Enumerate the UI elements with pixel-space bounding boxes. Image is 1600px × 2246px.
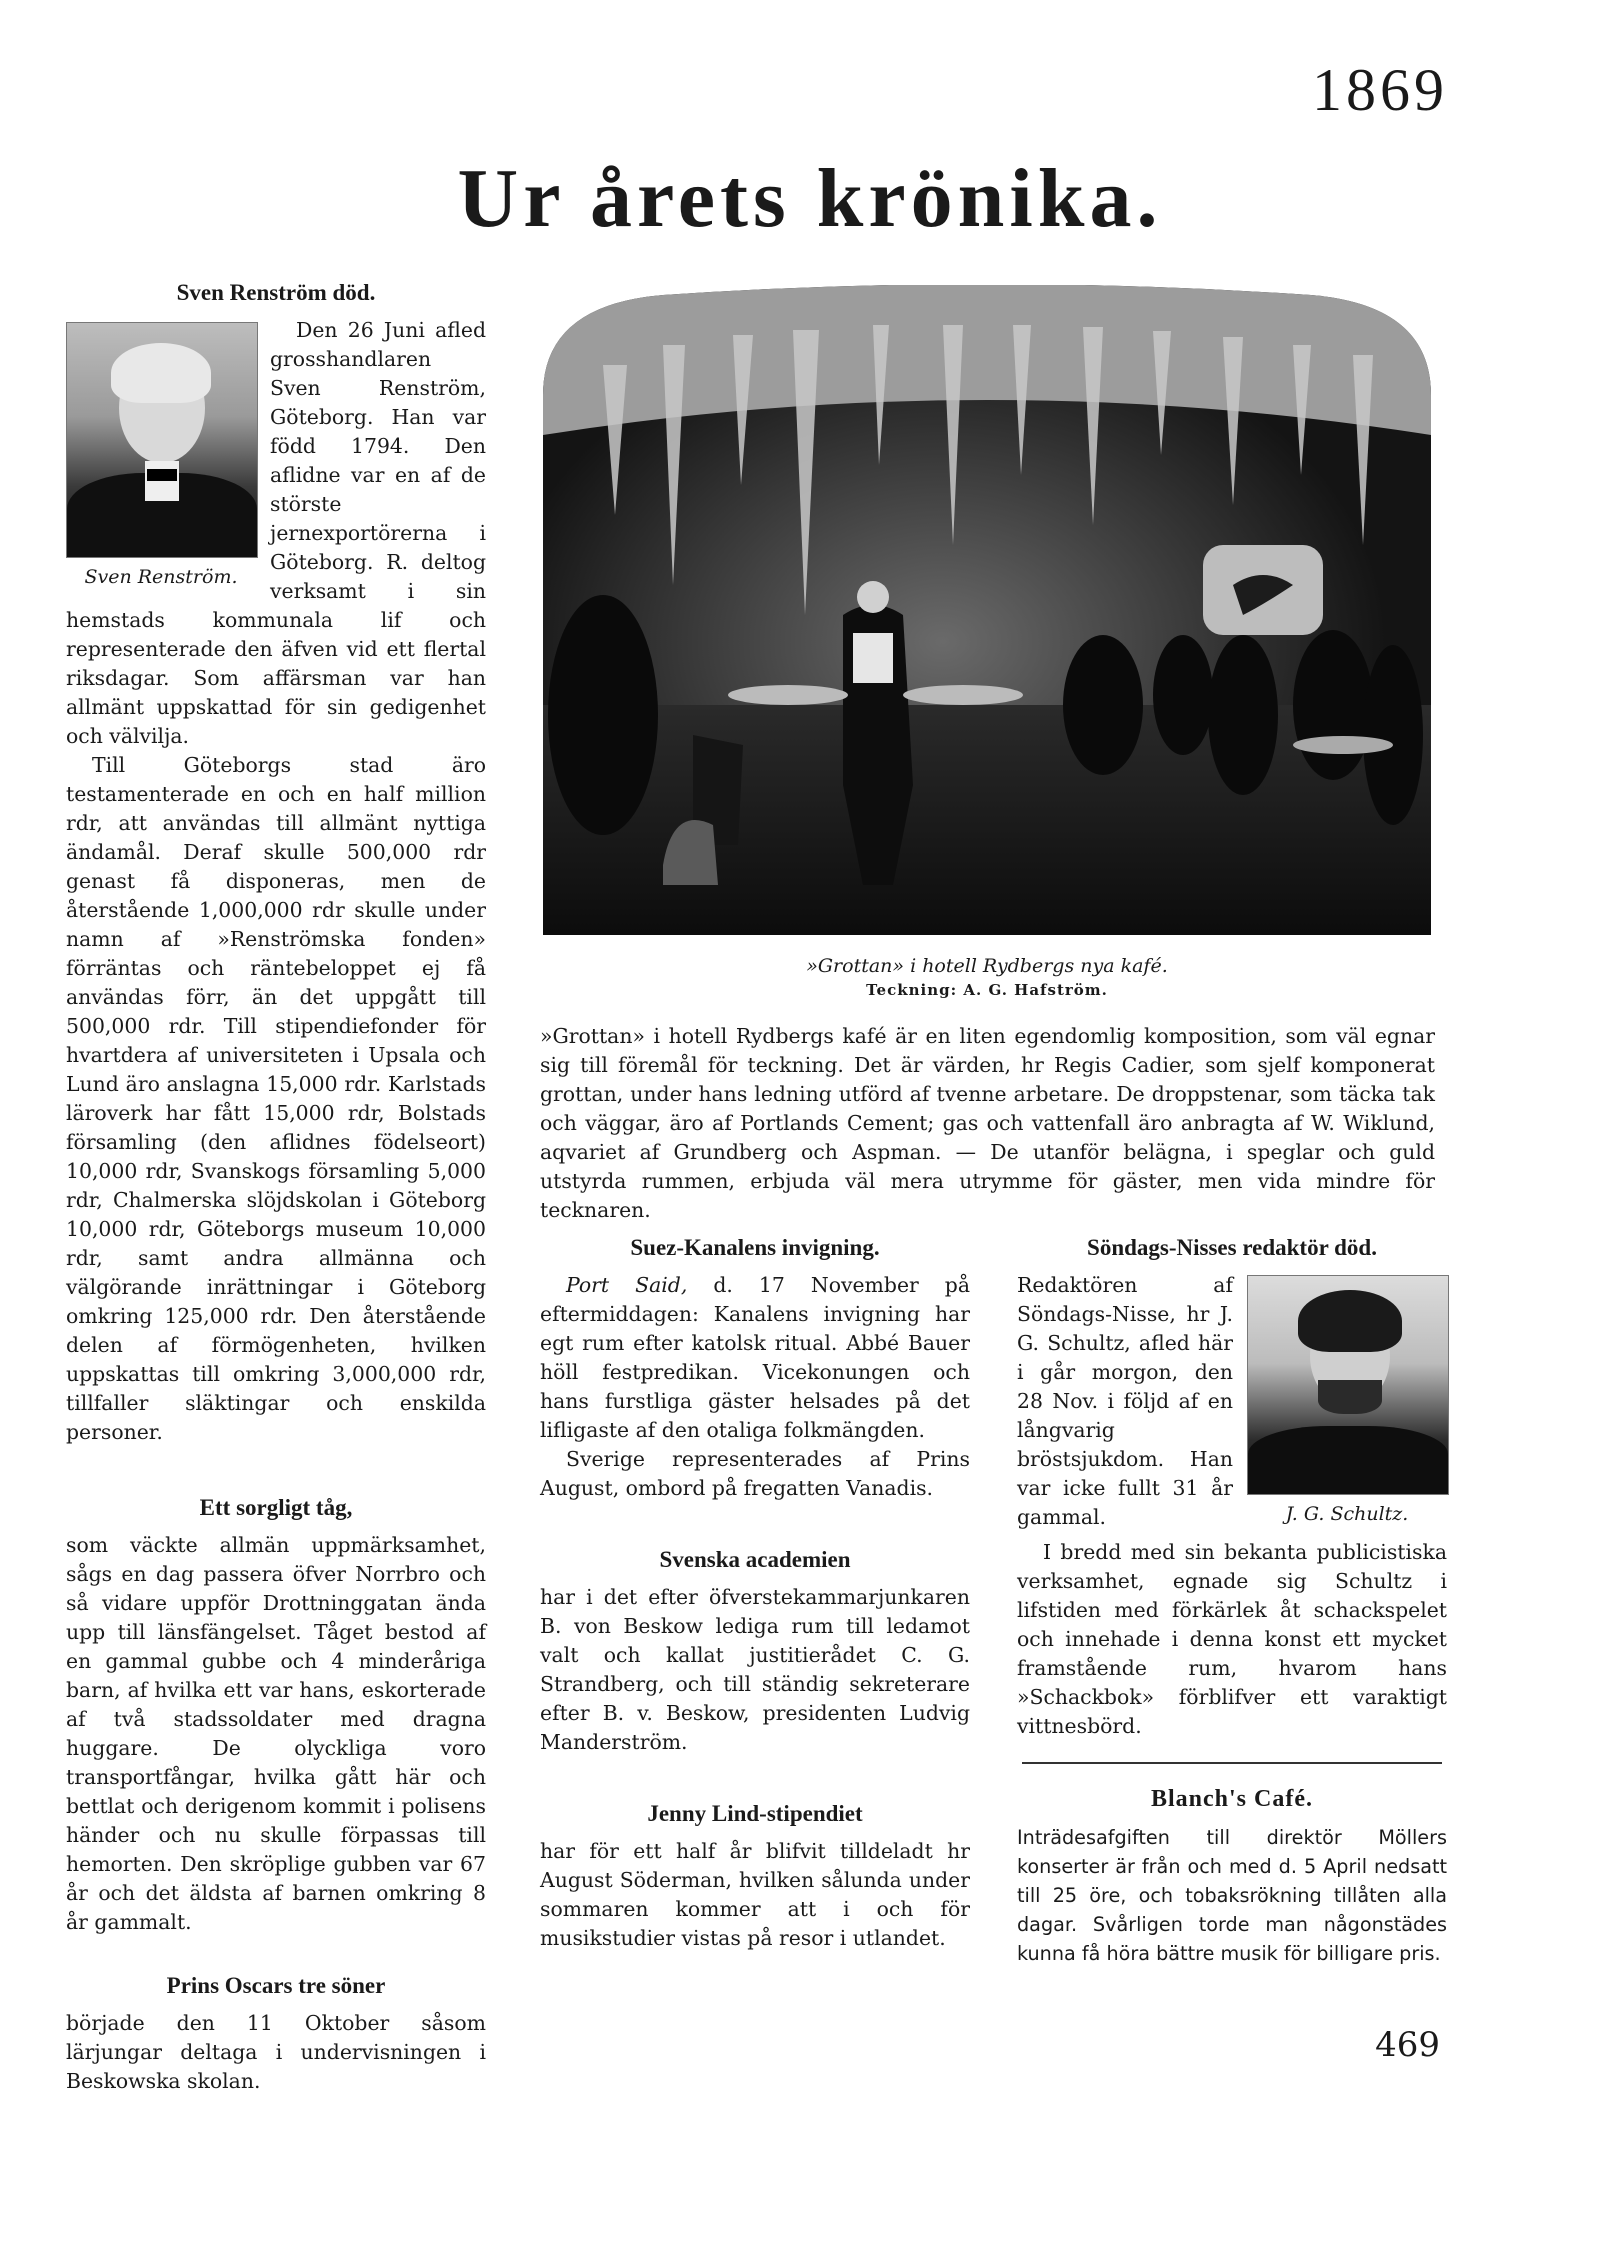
akademien-text: har i det efter öfverstekammarjunkaren B. von Beskow lediga rum till ledamot valt och kallat justitierådet C. G. Strandberg, och till ständig sekreterare efter B. v. Beskow, presidenten Ludvig Manderström. (540, 1585, 970, 1754)
renstrom-paragraph-2: Till Göteborgs stad äro testamenterade en och en half million rdr, att användas till allmänt nyttiga ändamål. Deraf skulle 500,000 rdr genast få disponeras, men de återstående 1,000,000 rdr skulle under namn af »Renströmska fonden» förräntas och räntebeloppet ej få användas förr, än det uppgått till 500,000 rdr. Till stipendiefonder för hvartdera af universiteten i Upsala och Lund äro anslagna 15,000 rdr. Karlstads läroverk har fått 15,000 rdr, Bolstads församling (den aflidnes födelseort) 10,000 rdr, Svanskogs församling 5,000 rdr, Chalmerska slöjdskolan i Göteborg 10,000 rdr, Göteborgs museum 10,000 rdr, samt andra allmänna och välgörande inrättningar i Göteborg omkring 125,000 rdr. Den återstående delen af förmögenheten, hvilken uppskattas till omkring 3,000,000 rdr, tillfaller släktingar och enskilda personer. (66, 753, 486, 1444)
prins-heading: Prins Oscars tre söner (166, 1973, 386, 1998)
suez-text (540, 1271, 970, 1445)
left-column (66, 280, 486, 2096)
grottan-illustration (543, 285, 1431, 935)
renstrom-caption: Sven Renström. (84, 566, 238, 588)
schultz-portrait (1247, 1275, 1447, 1525)
grottan-article (540, 1022, 1435, 1225)
grottan-caption-block (543, 955, 1431, 999)
suez-body: d. 17 November på eftermiddagen: Kanalens invigning har egt rum efter katolsk ritual. Abbé Bauer höll festpredikan. Vicekonungen och hans furstliga gäster helsades på det lifligaste af den otaliga folkmängden. (540, 1273, 970, 1442)
sondags-text-2: I bredd med sin bekanta publicistiska verksamhet, egnade sig Schultz i lifstiden med förkärlek åt schackspelet och innehade i denna konst ett mycket framstående rum, hvarom hans »Schackbok» förblifver ett varaktigt vittnesbörd. (1017, 1540, 1447, 1738)
year-heading: 1869 (1312, 57, 1448, 123)
middle-column (540, 1235, 970, 1953)
page-number: 469 (1375, 2025, 1440, 2065)
sondags-text: Redaktören af Söndags-Nisse, hr J. G. Schultz, afled här i går morgon, den 28 Nov. i följd af en långvarig bröstsjukdom. Han var icke fullt 31 år gammal. (1017, 1273, 1233, 1529)
page-title: Ur årets krönika. (457, 152, 1163, 245)
blanch-section (1017, 1786, 1447, 1968)
renstrom-paragraph-1: Den 26 Juni afled grosshandlaren Sven Renström, Göteborg. Han var född 1794. Den aflidne var en af de störste jernexportörerna i Göteborg. R. deltog verksamt i sin hemstads kommunala lif och representerade den äfven vid ett flertal riksdagar. Som affärsman var han allmänt uppskattad för sin gedigenhet och välvilja. (66, 318, 486, 748)
prins-text: började den 11 Oktober såsom lärjungar deltaga i undervisningen i Beskowska skolan. (66, 2011, 486, 2093)
jenny-heading: Jenny Lind-stipendiet (647, 1801, 863, 1826)
blanch-heading: Blanch's Café. (1150, 1786, 1313, 1812)
renstrom-portrait (66, 322, 256, 588)
right-column (1017, 1235, 1447, 1741)
schultz-caption: J. G. Schultz. (1285, 1503, 1409, 1525)
grottan-credit: Teckning: A. G. Hafström. (866, 981, 1108, 999)
suez-text-2: Sverige representerades af Prins August, ombord på fregatten Vanadis. (540, 1447, 970, 1500)
grottan-engraving (543, 285, 1431, 935)
jenny-text: har för ett half år blifvit tilldeladt hr August Söderman, hvilken sålunda under sommaren kommer att i och för musikstudier vistas på resor i utlandet. (540, 1839, 970, 1950)
grottan-text: »Grottan» i hotell Rydbergs kafé är en liten egendomlig komposition, som väl egnar sig till föremål för teckning. Det är värden, hr Regis Cadier, som sjelf komponerat grottan, under hans ledning utförd af tvenne arbetare. De droppstenar, som täcka tak och väggar, äro af Portlands Cement; gas och vattenfall äro anbragta af W. Wiklund, aqvariet af Grundberg och Aspman. — De utanför belägna, i speglar och guld utstyrda rummen, erbjuda väl mera utrymme för gäster, men vida mindre för tecknaren. (540, 1024, 1435, 1222)
section-divider (1022, 1762, 1442, 1764)
sondags-heading: Söndags-Nisses redaktör död. (1087, 1235, 1377, 1260)
portrait-schultz-image (1247, 1275, 1449, 1495)
blanch-text: Inträdesafgiften till direktör Möllers konserter är från och med d. 5 April nedsatt till 25 öre, och tobaksrökning tillåten alla dagar. Svårligen torde man någonstädes kunna få höra bättre musik för billigare pris. (1017, 1826, 1447, 1965)
portrait-renstrom-image (66, 322, 258, 558)
akademien-heading: Svenska academien (659, 1547, 851, 1572)
renstrom-heading: Sven Renström död. (176, 280, 376, 305)
sorgligt-text: som väckte allmän uppmärksamhet, sågs en dag passera öfver Norrbro och så vidare uppför Drottninggatan ända upp till länsfängelset. Tåget bestod af en gammal gubbe och 4 minderåriga barn, af hvilka ett var hans, eskorterade af två stadssoldater med dragna huggare. De olyckliga voro transportfångar, hvilka gått här och bettlat och derigenom kommit i polisens händer och nu skulle förpassas till hemorten. Den skröplige gubben var 67 år och det äldsta af barnen omkring 8 år gammalt. (66, 1533, 486, 1934)
suez-place: Port Said, (566, 1273, 688, 1297)
suez-heading: Suez-Kanalens invigning. (630, 1235, 880, 1260)
sorgligt-heading: Ett sorgligt tåg, (199, 1495, 353, 1520)
grottan-caption: »Grottan» i hotell Rydbergs nya kafé. (806, 955, 1168, 977)
